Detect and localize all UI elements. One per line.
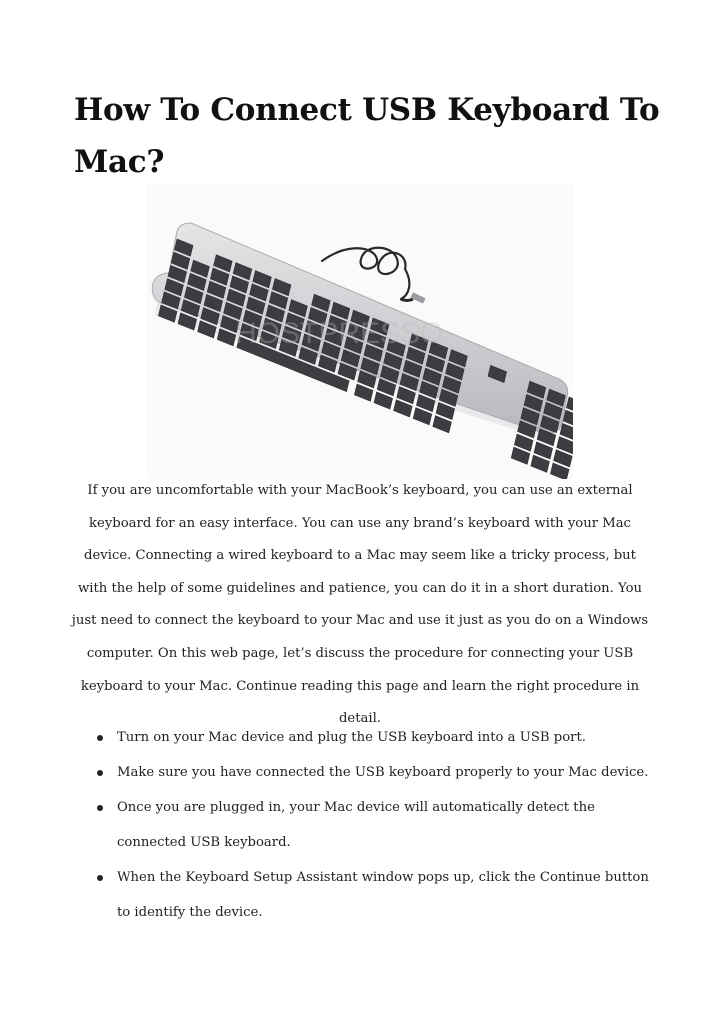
- list-item: [74, 860, 664, 930]
- list-item: [74, 790, 664, 860]
- step-text: Once you are plugged in, your Mac device will automatically detect the connected USB keyboard.: [117, 800, 595, 850]
- bullet-icon: [97, 735, 103, 741]
- keyboard-icon: [147, 183, 573, 479]
- step-text: Turn on your Mac device and plug the USB keyboard into a USB port.: [117, 730, 586, 745]
- bullet-icon: [97, 805, 103, 811]
- step-text: When the Keyboard Setup Assistant window pops up, click the Continue button to identify the device.: [117, 870, 649, 920]
- intro-paragraph: If you are uncomfortable with your MacBook’s keyboard, you can use an external keyboard for an easy interface. You can use any brand’s keyboard with your Mac device. Connecting a wired keyboard to a Mac may seem like a tricky process, but with the help of some guidelines and patience, you can do it in a short duration. You just need to connect the keyboard to your Mac and use it just as you do on a Windows computer. On this web page, let’s discuss the procedure for connecting your USB keyboard to your Mac. Continue reading this page and learn the right procedure in detail.: [71, 483, 649, 727]
- keyboard-image: [147, 183, 573, 479]
- page-title: How To Connect USB Keyboard To Mac?: [74, 92, 660, 180]
- bullet-icon: [97, 770, 103, 776]
- list-item: [74, 720, 664, 755]
- step-text: Make sure you have connected the USB keyboard properly to your Mac device.: [117, 765, 649, 780]
- list-item: [74, 755, 664, 790]
- image-watermark: HOSTPRESSO: [235, 317, 444, 350]
- bullet-icon: [97, 875, 103, 881]
- steps-list: [74, 720, 664, 930]
